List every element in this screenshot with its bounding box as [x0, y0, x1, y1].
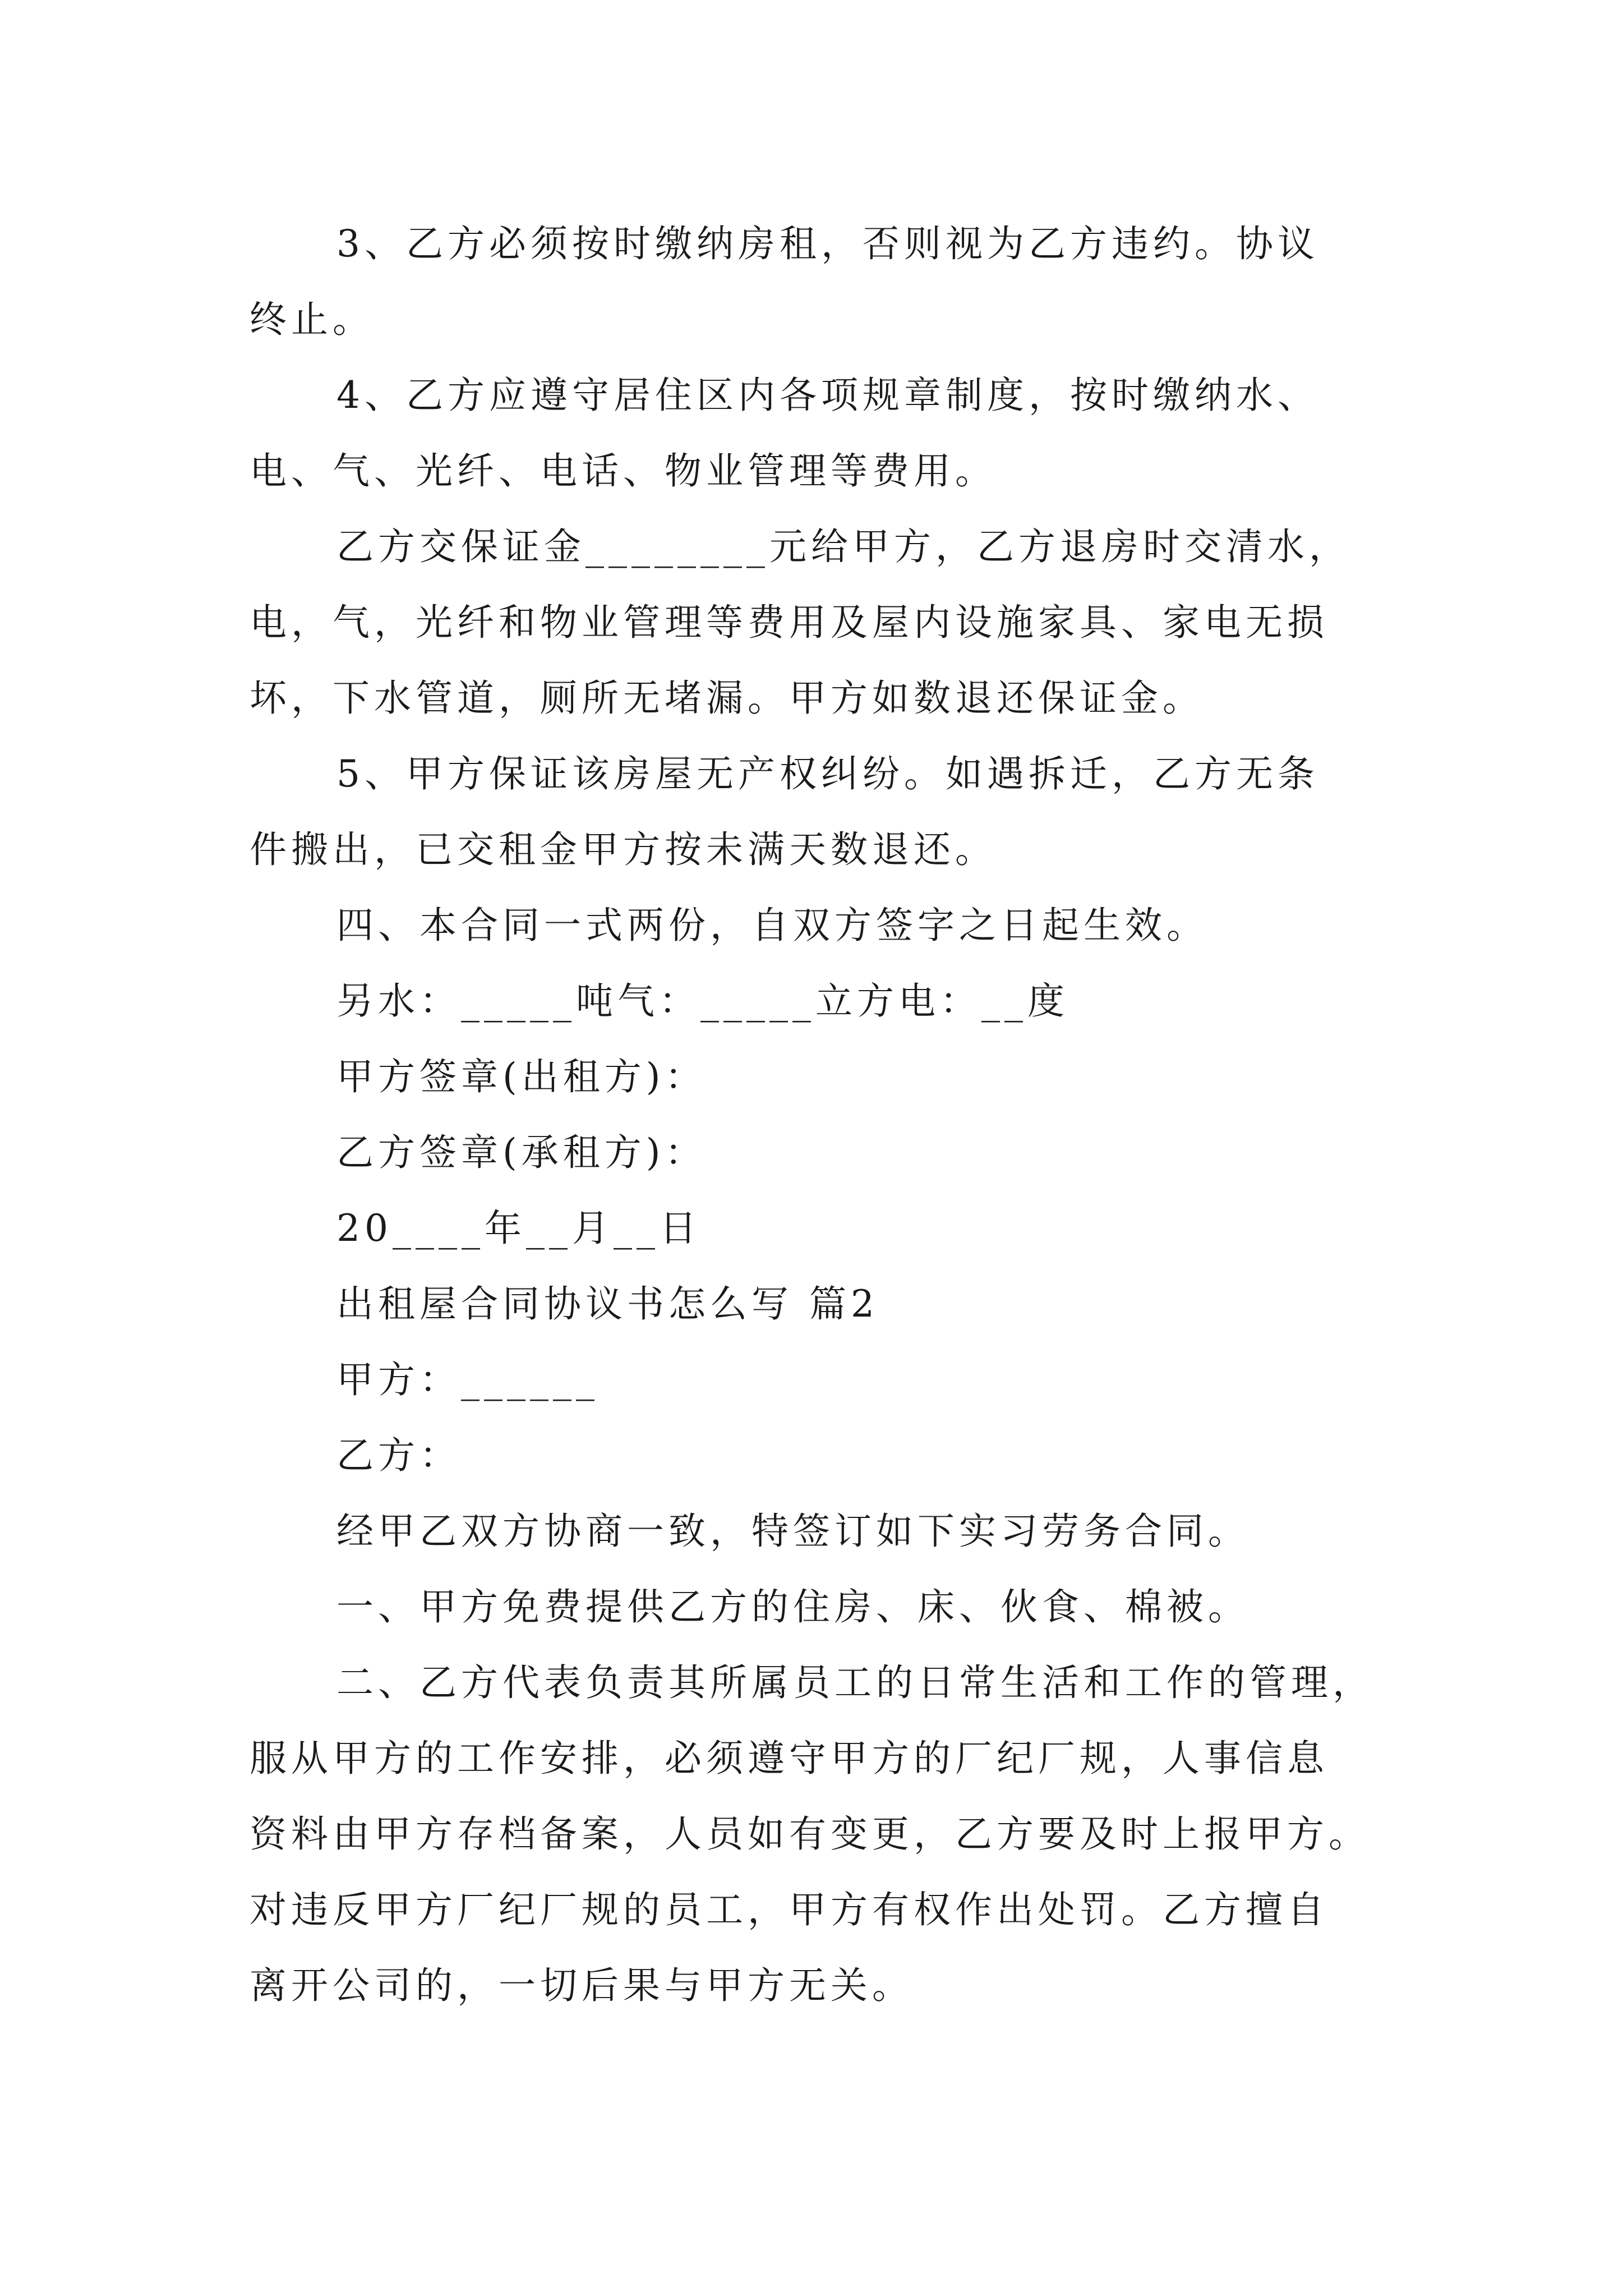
clause-4-line-2: 电、气、光纤、电话、物业管理等费用。: [250, 449, 997, 493]
clause-two-line-3: 资料由甲方存档备案，人员如有变更，乙方要及时上报甲方。: [250, 1812, 1370, 1856]
deposit-line-3: 坏，下水管道，厕所无堵漏。甲方如数退还保证金。: [250, 677, 1204, 720]
agreement-intro: 经甲乙双方协商一致，特签订如下实习劳务合同。: [336, 1510, 1249, 1553]
party-a-line: 甲方：______: [336, 1358, 599, 1401]
clause-4-line-1: 4、乙方应遵守居住区内各项规章制度，按时缴纳水、: [336, 374, 1319, 417]
section-heading-2: 出租屋合同协议书怎么写 篇2: [336, 1282, 879, 1326]
meter-readings: 另水：_____吨气：_____立方电：__度: [336, 979, 1069, 1023]
party-a-signature: 甲方签章(出租方)：: [336, 1055, 707, 1098]
clause-3-line-2: 终止。: [250, 298, 374, 341]
deposit-line-2: 电，气，光纤和物业管理等费用及屋内设施家具、家电无损: [250, 601, 1329, 644]
clause-two-line-4: 对违反甲方厂纪厂规的员工，甲方有权作出处罚。乙方擅自: [250, 1888, 1329, 1931]
clause-two-line-2: 服从甲方的工作安排，必须遵守甲方的厂纪厂规，人事信息: [250, 1737, 1329, 1780]
party-b-line: 乙方：: [336, 1434, 461, 1477]
clause-5-line-2: 件搬出，已交租金甲方按未满天数退还。: [250, 828, 997, 871]
clause-two-line-5: 离开公司的，一切后果与甲方无关。: [250, 1964, 914, 2007]
signing-date: 20____年__月__日: [336, 1207, 701, 1250]
clause-four-copies: 四、本合同一式两份，自双方签字之日起生效。: [336, 904, 1208, 947]
clause-3-line-1: 3、乙方必须按时缴纳房租，否则视为乙方违约。协议: [336, 222, 1319, 265]
deposit-line-1: 乙方交保证金________元给甲方，乙方退房时交清水，: [336, 525, 1350, 568]
clause-two-line-1: 二、乙方代表负责其所属员工的日常生活和工作的管理，: [336, 1661, 1374, 1704]
clause-one: 一、甲方免费提供乙方的住房、床、伙食、棉被。: [336, 1585, 1249, 1628]
party-b-signature: 乙方签章(承租方)：: [336, 1131, 707, 1174]
clause-5-line-1: 5、甲方保证该房屋无产权纠纷。如遇拆迁，乙方无条: [336, 752, 1319, 795]
